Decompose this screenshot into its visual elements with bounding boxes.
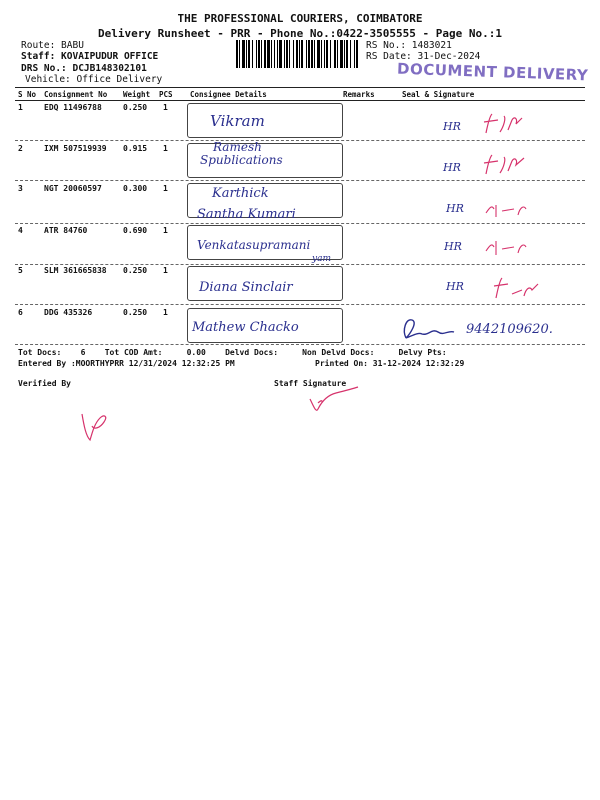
consignee-handwriting-2: yam xyxy=(312,254,331,264)
row-sno: 5 xyxy=(18,266,23,275)
printed-on: Printed On: 31-12-2024 12:32:29 xyxy=(315,359,465,368)
verified-by-label: Verified By xyxy=(18,379,71,388)
table-header-rule xyxy=(15,100,585,101)
drs-label: DRS No.: DCJB148302101 xyxy=(21,63,147,74)
row-sno: 3 xyxy=(18,184,23,193)
consignee-handwriting: Karthick xyxy=(212,186,269,201)
totals-line: Tot Docs: 6 Tot COD Amt: 0.00 Delvd Docs: Non Delvd Docs: Delvy Pts: xyxy=(18,348,447,357)
row-divider xyxy=(15,264,585,265)
rs-number: RS No.: 1483021 xyxy=(366,40,452,51)
consignee-handwriting-2: Santha Kumari xyxy=(197,207,296,222)
col-consignment: Consignment No xyxy=(44,90,108,99)
row-sno: 6 xyxy=(18,308,23,317)
row-divider xyxy=(15,223,585,224)
signature-mark xyxy=(480,233,540,261)
row-pcs: 1 xyxy=(163,144,168,153)
row-pcs: 1 xyxy=(163,266,168,275)
consignee-handwriting: Mathew Chacko xyxy=(192,320,299,335)
seal-handwriting: 9442109620. xyxy=(466,322,553,337)
seal-handwriting: HR xyxy=(443,161,461,174)
consignee-handwriting: Ramesh xyxy=(213,140,262,154)
row-sno: 4 xyxy=(18,226,23,235)
staff-label: Staff: KOVAIPUDUR OFFICE xyxy=(21,51,159,62)
row-sno: 1 xyxy=(18,103,23,112)
route-label: Route: BABU xyxy=(21,40,84,51)
row-divider xyxy=(15,344,585,345)
staff-signature-label: Staff Signature xyxy=(274,379,347,388)
runsheet-subtitle: Delivery Runsheet - PRR - Phone No.:0422-3505555 - Page No.:1 xyxy=(98,27,502,40)
staff-signature-mark xyxy=(300,385,364,419)
seal-handwriting: HR xyxy=(444,240,462,253)
signature-mark xyxy=(488,270,548,302)
row-divider xyxy=(15,140,585,141)
row-pcs: 1 xyxy=(163,103,168,112)
seal-handwriting: HR xyxy=(443,120,461,133)
row-consignment: ATR 84760 xyxy=(44,226,88,235)
row-weight: 0.250 xyxy=(123,308,148,317)
row-weight: 0.690 xyxy=(123,226,148,235)
row-consignment: IXM 507519939 xyxy=(44,144,107,153)
seal-handwriting: HR xyxy=(446,202,464,215)
row-divider xyxy=(15,180,585,181)
col-weight: Weight xyxy=(123,90,151,99)
row-sno: 2 xyxy=(18,144,23,153)
col-remarks: Remarks xyxy=(343,90,375,99)
rs-date: RS Date: 31-Dec-2024 xyxy=(366,51,481,62)
seal-handwriting: HR xyxy=(446,280,464,293)
row-pcs: 1 xyxy=(163,308,168,317)
consignee-handwriting: Venkatasupramani xyxy=(197,238,311,252)
row-consignment: SLM 361665838 xyxy=(44,266,107,275)
document-delivery-stamp: DOCUMENT DELIVERY xyxy=(396,59,589,85)
entered-by: Entered By :MOORTHYPRR 12/31/2024 12:32:25 PM xyxy=(18,359,235,368)
company-title: THE PROFESSIONAL COURIERS, COIMBATORE xyxy=(177,12,423,25)
col-consignee: Consignee Details xyxy=(190,90,267,99)
row-consignment: NGT 20060597 xyxy=(44,184,102,193)
row-divider xyxy=(15,304,585,305)
verifier-signature-mark xyxy=(76,404,112,444)
row-pcs: 1 xyxy=(163,184,168,193)
row-weight: 0.250 xyxy=(123,266,148,275)
col-pcs: PCS xyxy=(159,90,173,99)
row-consignment: EDQ 11496788 xyxy=(44,103,102,112)
row-weight: 0.250 xyxy=(123,103,148,112)
row-consignment: DDG 435326 xyxy=(44,308,93,317)
col-seal: Seal & Signature xyxy=(402,90,475,99)
vehicle-label: Vehicle: Office Delivery xyxy=(25,74,163,85)
col-sno: S No xyxy=(18,90,37,99)
consignee-handwriting: Vikram xyxy=(210,112,265,130)
table-top-rule xyxy=(15,87,585,88)
signature-mark xyxy=(478,108,538,140)
signature-mark xyxy=(478,148,538,180)
consignee-handwriting: Diana Sinclair xyxy=(199,280,293,295)
signature-mark xyxy=(398,310,462,346)
barcode xyxy=(236,40,358,68)
consignee-handwriting-2: Spublications xyxy=(200,153,283,167)
row-weight: 0.300 xyxy=(123,184,148,193)
row-pcs: 1 xyxy=(163,226,168,235)
row-weight: 0.915 xyxy=(123,144,148,153)
signature-mark xyxy=(480,195,540,223)
